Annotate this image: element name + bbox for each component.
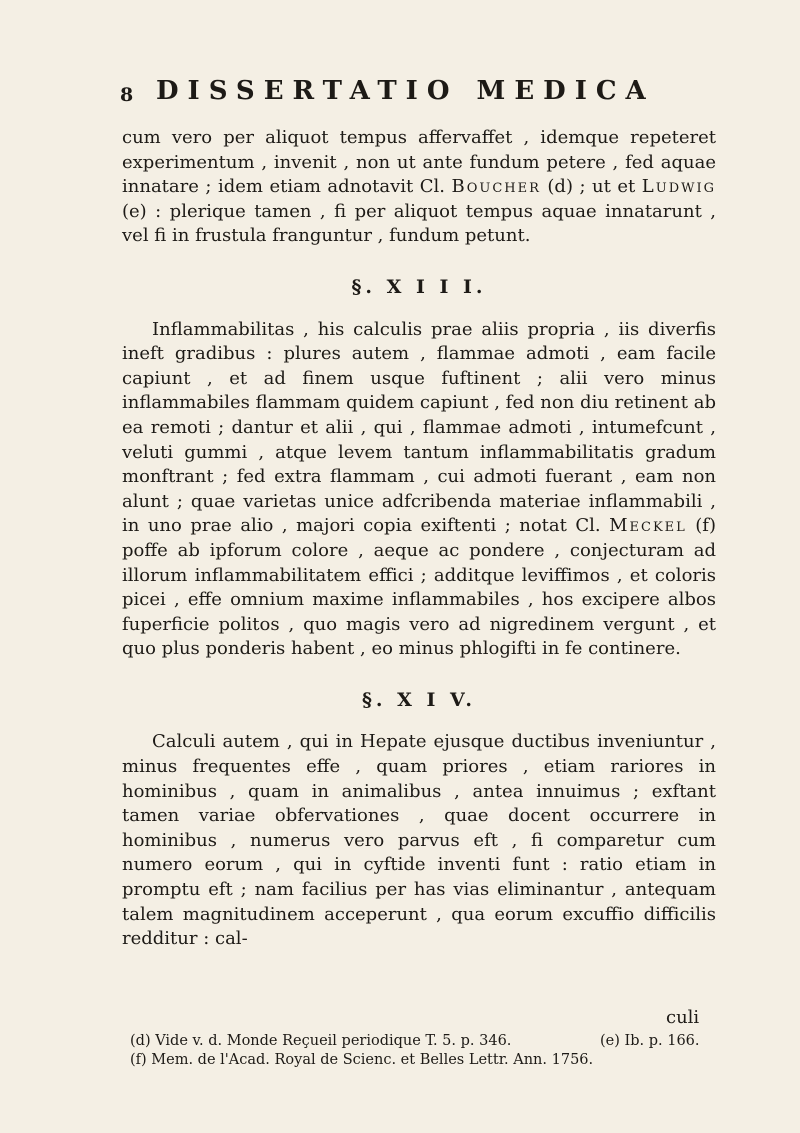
section-heading-xiii: §. X I I I.	[351, 275, 487, 298]
catchword: culi	[666, 1007, 700, 1028]
author-name-boucher: Boucher	[451, 176, 541, 198]
paragraph-text: (e) : plerique tamen , fi per aliquot tempus aquae innatarunt , vel fi in frustula franguntur , fundum petunt.	[122, 200, 716, 247]
paragraph-text: cum vero per aliquot tempus affervaffet , idemque repeteret experimentum , invenit , non ut ante fundum petere , fed aquae innatare ; idem etiam adnotavit Cl.	[122, 127, 716, 198]
section-xiv-paragraph: Calculi autem , qui in Hepate ejusque ductibus inveniuntur , minus frequentes effe , quam priores , etiam rariores in hominibus , quam in animalibus , antea innuimus ; exftant tamen variae obfervationes , quae docent occurrere in hominibus , numerus vero parvus eft , fi comparetur cum numero eorum , qui in cyftide inventi funt : ratio etiam in promptu eft ; nam facilius per has vias eliminantur , antequam talem magnitudinem acceperunt , qua eorum excuffio difficilis redditur : cal-	[122, 731, 716, 950]
page-number: 8	[120, 84, 134, 106]
footnote-f: (f) Mem. de l'Acad. Royal de Scienc. et Belles Lettr. Ann. 1756.	[130, 1052, 594, 1068]
page-header	[120, 74, 700, 114]
footnotes	[130, 1032, 720, 1070]
section-heading-xiv: §. X I V.	[361, 688, 477, 711]
paragraph-text: (f) poffe ab ipforum colore , aeque ac pondere , conjecturam ad illorum inflammabilitatem effici ; additque leviffimos , et coloris picei , effe omnium maxime inflammabiles , hos excipere albos fuperficie politos , quo magis vero ad nigredinem vergunt , et quo plus ponderis habent , eo minus phlogifti in fe continere.	[122, 515, 716, 660]
page-body	[122, 126, 716, 952]
paragraph-text: Inflammabilitas , his calculis prae aliis propria , iis diverfis ineft gradibus : plures autem , flammae admoti , eam facile capiunt , et ad finem usque fuftinent ; alii vero minus inflammabiles flammam quidem capiunt , fed non diu retinent ab ea remoti ; dantur et alii , qui , flammae admoti , intumefcunt , veluti gummi , atque levem tantum inflammabilitatis gradum monftrant ; fed extra flammam , cui admoti fuerant , eam non alunt ; quae varietas unice adfcribenda materiae inflammabili , in uno prae alio , majori copia exiftenti ; notat Cl.	[122, 318, 716, 537]
paragraph-text: (d) ; ut et	[540, 176, 642, 198]
author-name-ludwig: Ludwig	[641, 176, 716, 198]
footnote-e: (e) Ib. p. 166.	[600, 1033, 700, 1049]
running-title: DISSERTATIO MEDICA	[156, 76, 655, 106]
author-name-meckel: Meckel	[609, 515, 687, 537]
footnote-row	[130, 1032, 720, 1051]
paragraph-continued	[122, 126, 716, 249]
footnote-d: (d) Vide v. d. Monde Reçueil periodique T. 5. p. 346.	[130, 1033, 512, 1049]
section-xiii-paragraph	[122, 318, 716, 662]
